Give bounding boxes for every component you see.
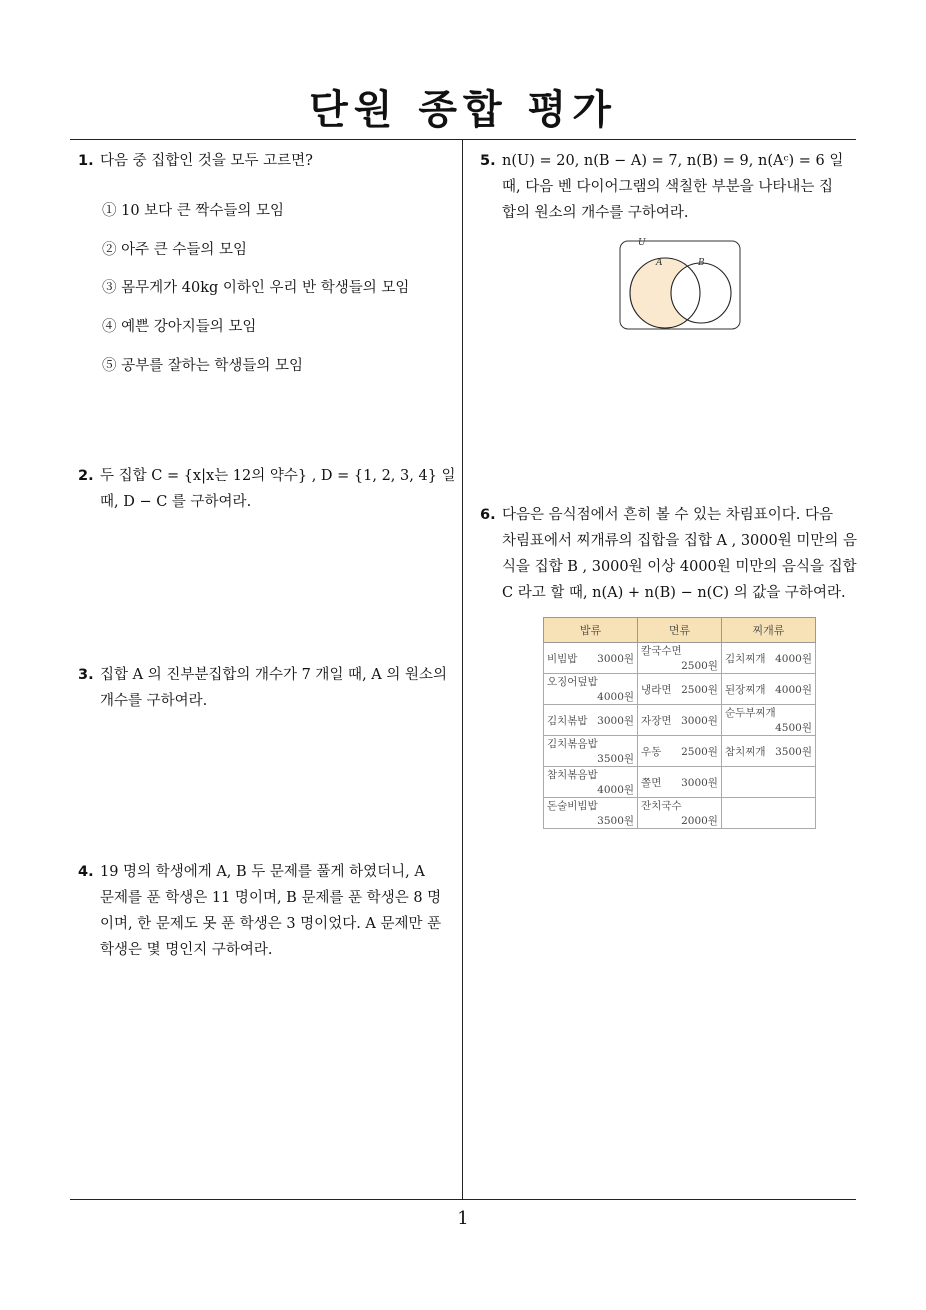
- menu-item-name: 김치찌개: [724, 652, 766, 665]
- menu-item-name: 된장찌개: [724, 683, 766, 696]
- menu-item-price: 2000원: [681, 815, 718, 827]
- question-text-line: 문제를 푼 학생은 11 명이며, B 문제를 푼 학생은 8 명: [100, 890, 442, 906]
- question-5: [480, 148, 860, 226]
- question-text-line: 차림표에서 찌개류의 집합을 집합 A , 3000원 미만의 음: [502, 533, 857, 549]
- question-6: [480, 502, 860, 606]
- menu-cell: [721, 674, 815, 705]
- menu-item-price: 3000원: [681, 714, 718, 727]
- menu-cell: [638, 798, 722, 829]
- question-text-line: 19 명의 학생에게 A, B 두 문제를 풀게 하였더니, A: [100, 864, 425, 880]
- menu-item-name: 김치볶밥: [547, 714, 588, 727]
- question-text-line: 식을 집합 B , 3000원 이상 4000원 미만의 음식을 집합: [502, 559, 857, 575]
- menu-item-price: 2500원: [681, 660, 718, 672]
- menu-cell: [544, 705, 638, 736]
- menu-item-price: 4000원: [775, 683, 812, 696]
- page-number: 1: [457, 1208, 469, 1229]
- choice-5: ⑤ 공부를 잘하는 학생들의 모임: [102, 358, 304, 374]
- menu-item-name: 자장면: [641, 714, 672, 727]
- question-number: 2.: [78, 468, 94, 484]
- choice-1: ① 10 보다 큰 짝수들의 모임: [102, 203, 285, 219]
- menu-item-name: 김치볶음밥: [547, 738, 598, 750]
- menu-item-name: 칼국수면: [641, 645, 682, 657]
- menu-cell: [544, 736, 638, 767]
- menu-row: [544, 767, 816, 798]
- menu-cell: [638, 674, 722, 705]
- universe-label: U: [638, 238, 646, 248]
- menu-cell: [544, 798, 638, 829]
- menu-cell: [638, 643, 722, 674]
- question-text-line: 두 집합 C = {x|x는 12의 약수} , D = {1, 2, 3, 4} 일: [100, 468, 456, 484]
- question-text-line: 다음은 음식점에서 흔히 볼 수 있는 차림표이다. 다음: [502, 507, 834, 523]
- menu-cell: [721, 643, 815, 674]
- menu-cell: [721, 705, 815, 736]
- question-text-line: 학생은 몇 명인지 구하여라.: [100, 942, 273, 958]
- question-3: [78, 662, 458, 714]
- choice-2: ② 아주 큰 수들의 모임: [102, 242, 247, 258]
- question-text-line: 집합 A 의 진부분집합의 개수가 7 개일 때, A 의 원소의: [100, 667, 447, 683]
- question-text-line: 개수를 구하여라.: [100, 693, 208, 709]
- menu-cell: [638, 736, 722, 767]
- menu-header-stew: 찌개류: [721, 618, 815, 643]
- menu-item-price: 3500원: [597, 753, 635, 765]
- choice-4: ④ 예쁜 강아지들의 모임: [102, 319, 257, 335]
- question-text-line: 때, D − C 를 구하여라.: [100, 494, 252, 510]
- menu-item-name: 우동: [641, 745, 662, 758]
- question-number: 6.: [480, 507, 496, 523]
- menu-item-price: 3000원: [681, 776, 718, 789]
- choice-3: ③ 몸무게가 40kg 이하인 우리 반 학생들의 모임: [102, 280, 410, 296]
- menu-item-name: 비빔밥: [547, 652, 578, 665]
- menu-item-name: 참치찌개: [724, 745, 766, 758]
- menu-row: [544, 674, 816, 705]
- column-divider: [462, 139, 463, 1199]
- bottom-divider: [70, 1199, 856, 1200]
- menu-item-name: 돈술비빔밥: [547, 800, 598, 812]
- menu-item-price: 4000원: [597, 691, 635, 703]
- menu-item-price: 3000원: [597, 652, 635, 665]
- menu-item-price: 3000원: [597, 714, 635, 727]
- question-text-line: C 라고 할 때, n(A) + n(B) − n(C) 의 값을 구하여라.: [502, 585, 846, 601]
- menu-header-rice: 밥류: [544, 618, 638, 643]
- menu-header-noodles: 면류: [638, 618, 722, 643]
- set-b-circle: [671, 263, 731, 323]
- question-2: [78, 463, 458, 515]
- menu-item-name: 냉라면: [641, 683, 672, 696]
- question-text-line: 합의 원소의 개수를 구하여라.: [502, 205, 689, 221]
- top-divider: [70, 139, 856, 140]
- menu-cell: [638, 767, 722, 798]
- menu-row: [544, 736, 816, 767]
- menu-table: [543, 617, 816, 829]
- menu-cell: [638, 705, 722, 736]
- question-4: [78, 859, 458, 963]
- menu-item-price: 2500원: [681, 745, 718, 758]
- question-1: [78, 148, 458, 174]
- menu-item-price: 3500원: [597, 815, 635, 827]
- venn-diagram: [618, 237, 742, 332]
- menu-item-name: 순두부찌개: [724, 707, 776, 719]
- menu-item-name: 잔치국수: [641, 800, 682, 812]
- set-b-label: B: [698, 258, 705, 268]
- question-text-line: n(U) = 20, n(B − A) = 7, n(B) = 9, n(Aᶜ) = 6 일: [502, 153, 844, 169]
- page-title: 단원 종합 평가: [309, 87, 617, 133]
- menu-item-name: 참치볶음밥: [547, 769, 598, 781]
- question-number: 5.: [480, 153, 496, 169]
- menu-item-price: 2500원: [681, 683, 718, 696]
- menu-cell: [544, 674, 638, 705]
- question-number: 4.: [78, 864, 94, 880]
- menu-item-price: 3500원: [775, 745, 812, 758]
- menu-row: [544, 705, 816, 736]
- menu-cell: [544, 643, 638, 674]
- menu-cell: [721, 736, 815, 767]
- menu-item-name: 쫄면: [641, 776, 662, 789]
- menu-item-price: 4000원: [597, 784, 635, 796]
- menu-row: [544, 798, 816, 829]
- question-text-line: 이며, 한 문제도 못 푼 학생은 3 명이었다. A 문제만 푼: [100, 916, 442, 932]
- menu-cell: [544, 767, 638, 798]
- question-number: 3.: [78, 667, 94, 683]
- menu-cell: [721, 798, 815, 829]
- question-text: 다음 중 집합인 것을 모두 고르면?: [100, 153, 313, 169]
- question-number: 1.: [78, 153, 94, 169]
- menu-cell: [721, 767, 815, 798]
- menu-item-name: 오징어덮밥: [547, 676, 598, 688]
- menu-row: [544, 643, 816, 674]
- question-text-line: 때, 다음 벤 다이어그램의 색칠한 부분을 나타내는 집: [502, 179, 834, 195]
- set-a-label: A: [656, 258, 663, 268]
- menu-item-price: 4500원: [775, 722, 812, 734]
- menu-item-price: 4000원: [775, 652, 812, 665]
